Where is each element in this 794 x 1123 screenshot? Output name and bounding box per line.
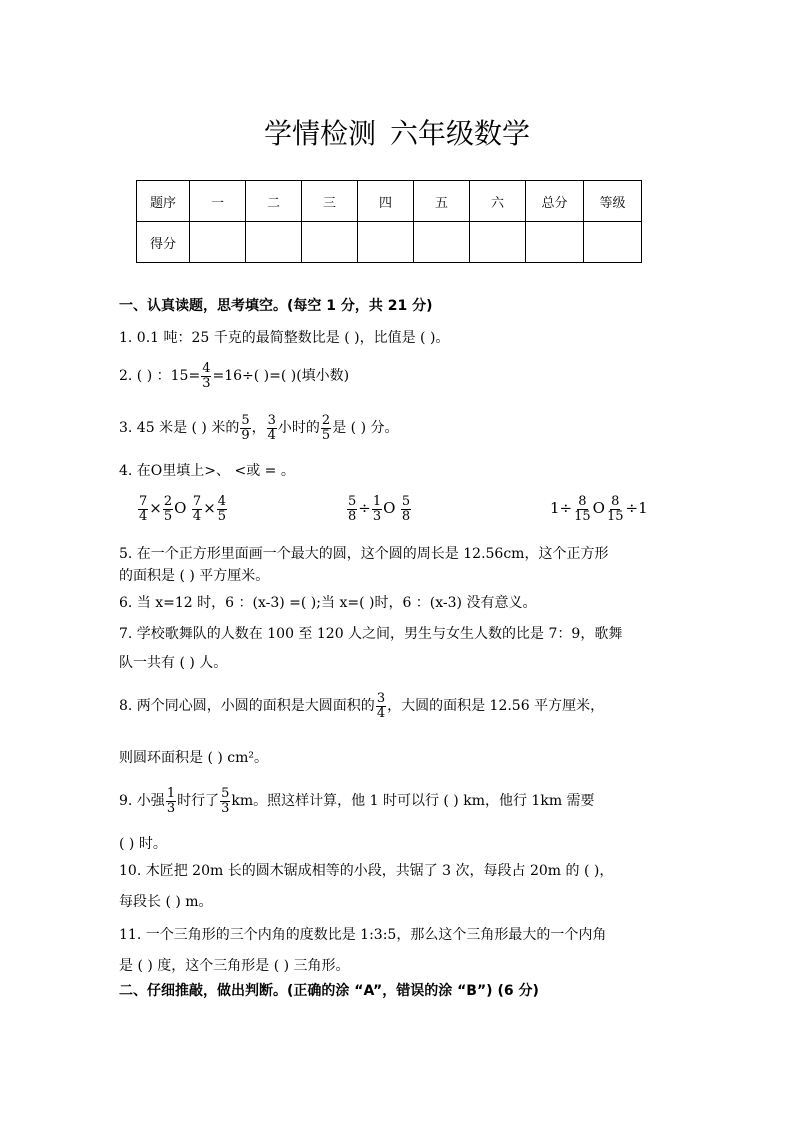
fraction	[347, 495, 357, 523]
question-10-line-2: 每段长 ( ) m。	[119, 894, 213, 910]
q3-text-d: 是 ( ) 分。	[332, 420, 399, 437]
denominator: 5	[217, 508, 227, 524]
question-9-line-2: ( ) 时。	[119, 836, 167, 852]
numerator: 8	[578, 494, 587, 509]
q3-fraction-2	[267, 414, 277, 442]
numerator: 5	[241, 413, 250, 428]
score-cell[interactable]	[414, 222, 470, 263]
row-label-score: 得分	[137, 222, 190, 263]
q9-text-c: km。照这样计算，他 1 时可以行 ( ) km，他行 1km 需要	[231, 793, 595, 810]
question-9-line-1	[119, 787, 595, 815]
score-cell[interactable]	[470, 222, 526, 263]
denominator: 4	[139, 508, 148, 524]
score-table-score-row	[137, 222, 642, 263]
q2-fraction	[201, 362, 211, 390]
question-1: 1. 0.1 吨：25 千克的最简整数比是 ( )，比值是 ( )。	[119, 330, 450, 346]
score-cell[interactable]	[190, 222, 246, 263]
denominator: 3	[372, 508, 382, 524]
numerator: 7	[192, 494, 202, 509]
header-cell: 六	[470, 181, 526, 222]
score-cell[interactable]	[358, 222, 414, 263]
question-6: 6. 当 x=12 时，6 ：(x-3) =( );当 x=( )时，6 ：(x-3) 没有意义。	[119, 595, 537, 611]
question-4: 4. 在O里填上>、 <或 = 。	[119, 463, 295, 479]
times-sign: ×	[149, 499, 162, 518]
numerator: 7	[139, 494, 148, 509]
q4-expression-3	[550, 495, 648, 523]
q9-fraction-1	[166, 787, 176, 815]
q9-fraction-2	[220, 787, 230, 815]
q4-expression-2	[346, 495, 412, 523]
fraction	[138, 495, 148, 523]
header-cell: 四	[358, 181, 414, 222]
denominator: 15	[574, 508, 591, 524]
section1-heading: 一、认真读题，思考填空。(每空 1 分，共 21 分)	[119, 298, 433, 314]
section2-heading: 二、仔细推敲，做出判断。(正确的涂 “A”，错误的涂 “B”) (6 分)	[119, 983, 539, 999]
header-cell: 等级	[584, 181, 642, 222]
fraction	[217, 495, 227, 523]
denominator: 4	[192, 508, 202, 524]
denominator: 3	[221, 800, 230, 816]
numerator: 1	[166, 786, 176, 801]
numerator: 3	[376, 691, 386, 706]
q2-text-a: 2. ( ) ：15=	[119, 368, 201, 385]
denominator: 5	[163, 508, 173, 524]
q4-e3-text-b: ÷1	[625, 499, 648, 518]
q8-text-a: 8. 两个同心圆，小圆的面积是大圆面积的	[119, 698, 375, 715]
header-cell: 二	[246, 181, 302, 222]
denominator: 9	[241, 427, 250, 443]
q3-text-c: 小时的	[277, 420, 320, 437]
denominator: 8	[348, 508, 357, 524]
numerator: 2	[163, 494, 173, 509]
question-11-line-2: 是 ( ) 度，这个三角形是 ( ) 三角形。	[119, 958, 350, 974]
q3-text-a: 3. 45 米是 ( ) 米的	[119, 420, 240, 437]
q9-text-a: 9. 小强	[119, 793, 165, 810]
question-7-line-2: 队一共有 ( ) 人。	[119, 655, 228, 671]
denominator: 4	[267, 427, 276, 443]
question-7-line-1: 7. 学校歌舞队的人数在 100 至 120 人之间，男生与女生人数的比是 7：9，歌舞	[119, 626, 623, 642]
fraction	[606, 495, 625, 523]
header-cell: 三	[302, 181, 358, 222]
numerator: 8	[611, 494, 620, 509]
header-cell: 五	[414, 181, 470, 222]
numerator: 2	[321, 413, 331, 428]
question-8-line-1	[119, 692, 604, 720]
fraction	[163, 495, 173, 523]
score-cell[interactable]	[526, 222, 584, 263]
numerator: 3	[267, 413, 276, 428]
header-cell: 一	[190, 181, 246, 222]
q8-text-b: ，大圆的面积是 12.56 平方厘米，	[387, 698, 605, 715]
score-table-header-row	[137, 181, 642, 222]
numerator: 4	[202, 361, 211, 376]
denominator: 4	[376, 705, 386, 721]
times-sign: ×	[203, 499, 216, 518]
score-table	[136, 180, 642, 263]
denominator: 3	[202, 375, 211, 391]
compare-circle[interactable]: O	[174, 499, 187, 518]
fraction	[372, 495, 382, 523]
numerator: 5	[401, 494, 411, 509]
question-10-line-1: 10. 木匠把 20m 长的圆木锯成相等的小段，共锯了 3 次，每段占 20m 的 ( )，	[119, 863, 614, 879]
page-title	[0, 112, 794, 152]
fraction	[192, 495, 202, 523]
score-cell[interactable]	[246, 222, 302, 263]
score-cell[interactable]	[302, 222, 358, 263]
numerator: 4	[217, 494, 227, 509]
q3-fraction-1	[240, 414, 250, 442]
denominator: 3	[166, 800, 176, 816]
question-11-line-1: 11. 一个三角形的三个内角的度数比是 1:3:5，那么这个三角形最大的一个内角	[119, 927, 607, 943]
q3-text-b: ，	[251, 420, 266, 437]
score-cell[interactable]	[584, 222, 642, 263]
title-part1: 学情检测	[263, 117, 376, 150]
compare-circle[interactable]: O	[592, 499, 605, 518]
q4-expression-1	[137, 495, 228, 523]
question-2	[119, 362, 349, 390]
divide-sign: ÷	[358, 499, 371, 518]
q9-text-b: 时行了	[177, 793, 220, 810]
fraction	[573, 495, 592, 523]
row-label-order: 题序	[137, 181, 190, 222]
denominator: 15	[606, 508, 624, 524]
title-part2: 六年级数学	[390, 117, 531, 150]
question-5-line-1: 5. 在一个正方形里面画一个最大的圆，这个圆的周长是 12.56cm，这个正方形	[119, 546, 609, 562]
header-cell: 总分	[526, 181, 584, 222]
denominator: 5	[321, 427, 331, 443]
question-5-line-2: 的面积是 ( ) 平方厘米。	[119, 568, 270, 584]
question-3	[119, 414, 398, 442]
compare-circle[interactable]: O	[383, 499, 396, 518]
numerator: 1	[372, 494, 382, 509]
numerator: 5	[348, 494, 357, 509]
q3-fraction-3	[321, 414, 331, 442]
numerator: 5	[221, 786, 230, 801]
fraction	[401, 495, 411, 523]
denominator: 8	[401, 508, 411, 524]
q8-fraction	[376, 692, 386, 720]
q4-e3-text-a: 1÷	[550, 499, 573, 518]
question-8-line-2: 则圆环面积是 ( ) cm²。	[119, 750, 269, 766]
q2-text-b: =16÷( )=( )(填小数)	[212, 368, 350, 385]
